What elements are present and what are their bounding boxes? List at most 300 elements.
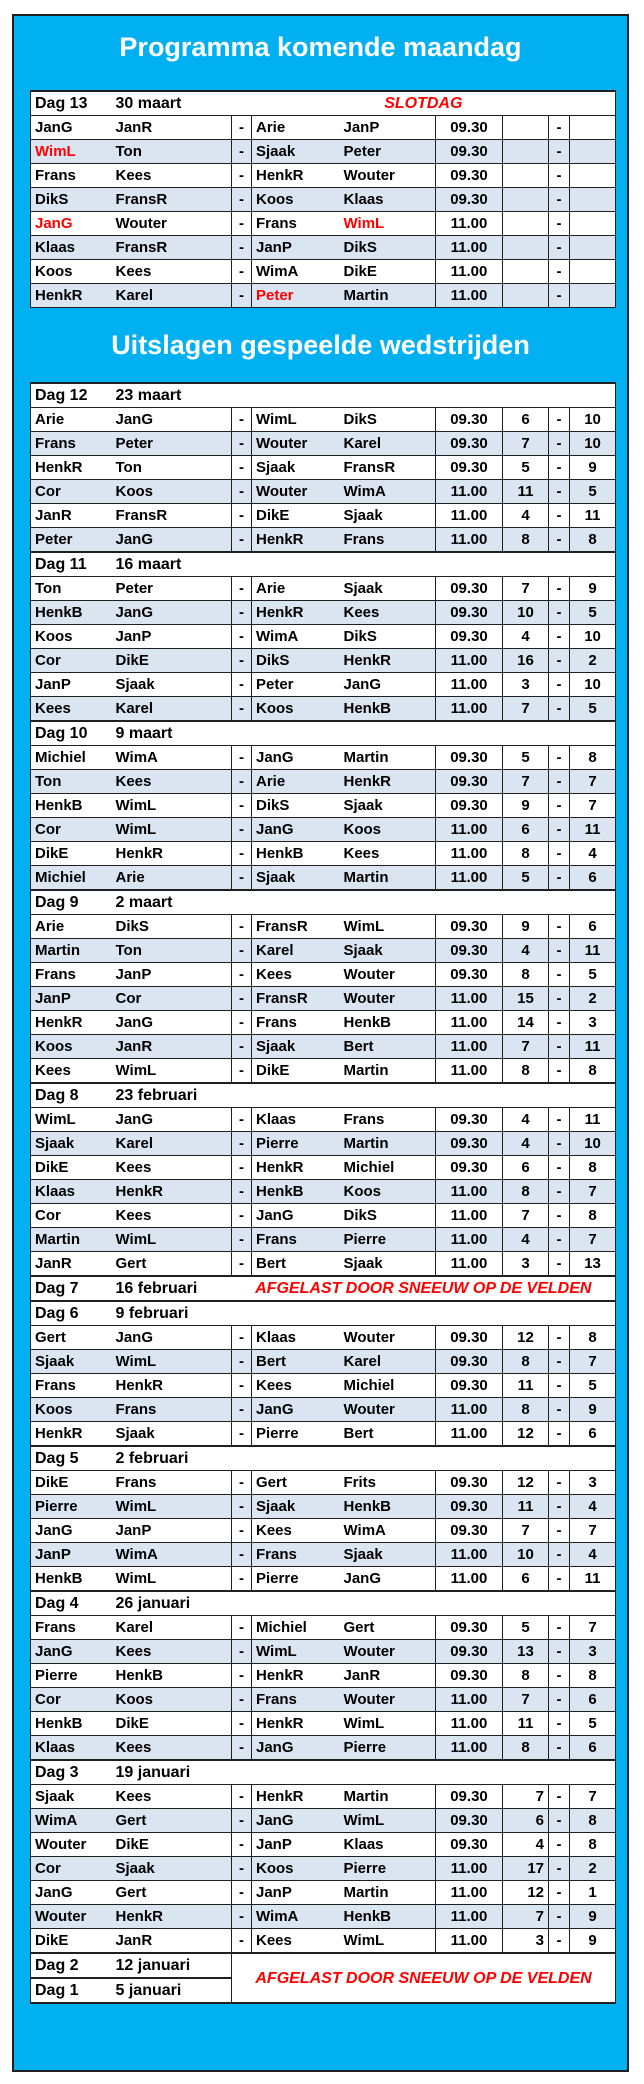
score-team-a: 11: [503, 1495, 549, 1519]
team-a-player-1: HenkR: [31, 1011, 112, 1035]
day-date: 5 januari: [112, 1978, 232, 2003]
team-b-player-2: Wouter: [340, 1688, 436, 1712]
match-row: [31, 746, 616, 770]
score-team-b: 5: [570, 601, 616, 625]
match-time: 09.30: [436, 770, 503, 794]
score-dash: -: [549, 1180, 570, 1204]
day-label: Dag 4: [31, 1591, 112, 1616]
versus-dash: -: [232, 963, 252, 987]
match-row: [31, 1929, 616, 1954]
versus-dash: -: [232, 697, 252, 722]
team-a-player-1: JanR: [31, 504, 112, 528]
score-team-a: 6: [503, 1567, 549, 1592]
team-a-player-1: Martin: [31, 939, 112, 963]
score-dash: -: [549, 746, 570, 770]
score-dash: -: [549, 480, 570, 504]
versus-dash: -: [232, 528, 252, 553]
versus-dash: -: [232, 260, 252, 284]
score-team-a: [503, 140, 549, 164]
day-header-row: [31, 1760, 616, 1785]
versus-dash: -: [232, 1180, 252, 1204]
team-a-player-2: Kees: [112, 1156, 232, 1180]
team-b-player-1: Pierre: [252, 1132, 340, 1156]
team-b-player-2: Michiel: [340, 1374, 436, 1398]
day-date: 2 maart: [112, 890, 616, 915]
match-row: [31, 1204, 616, 1228]
match-time: 09.30: [436, 915, 503, 939]
match-time: 11.00: [436, 649, 503, 673]
match-time: 09.30: [436, 1519, 503, 1543]
match-row: [31, 818, 616, 842]
team-a-player-1: DikS: [31, 188, 112, 212]
team-a-player-2: Gert: [112, 1881, 232, 1905]
team-a-player-1: JanP: [31, 673, 112, 697]
team-b-player-1: Pierre: [252, 1422, 340, 1447]
team-a-player-2: JanP: [112, 963, 232, 987]
match-time: 11.00: [436, 1688, 503, 1712]
score-team-b: 9: [570, 456, 616, 480]
team-b-player-1: JanG: [252, 1809, 340, 1833]
score-team-a: 11: [503, 1374, 549, 1398]
versus-dash: -: [232, 1108, 252, 1132]
score-dash: -: [549, 1252, 570, 1277]
versus-dash: -: [232, 1228, 252, 1252]
team-b-player-1: HenkR: [252, 1156, 340, 1180]
team-b-player-2: Koos: [340, 818, 436, 842]
score-team-a: 5: [503, 746, 549, 770]
team-a-player-2: JanR: [112, 1929, 232, 1954]
team-b-player-1: FransR: [252, 915, 340, 939]
team-a-player-1: Pierre: [31, 1664, 112, 1688]
team-a-player-1: HenkB: [31, 1712, 112, 1736]
score-team-b: 4: [570, 1495, 616, 1519]
team-b-player-1: Bert: [252, 1252, 340, 1277]
team-b-player-2: DikS: [340, 625, 436, 649]
score-dash: -: [549, 432, 570, 456]
score-dash: -: [549, 1736, 570, 1761]
versus-dash: -: [232, 1326, 252, 1350]
team-a-player-2: Peter: [112, 577, 232, 601]
team-b-player-2: HenkR: [340, 649, 436, 673]
score-dash: -: [549, 915, 570, 939]
team-b-player-2: Wouter: [340, 963, 436, 987]
score-team-a: 8: [503, 1664, 549, 1688]
match-time: 09.30: [436, 188, 503, 212]
team-a-player-1: JanP: [31, 987, 112, 1011]
team-b-player-1: Frans: [252, 1543, 340, 1567]
score-team-b: 3: [570, 1471, 616, 1495]
team-a-player-1: Koos: [31, 1035, 112, 1059]
match-row: [31, 1881, 616, 1905]
score-team-b: 9: [570, 1905, 616, 1929]
match-time: 09.30: [436, 1156, 503, 1180]
team-b-player-1: HenkR: [252, 1785, 340, 1809]
team-a-player-1: JanG: [31, 1519, 112, 1543]
match-row: [31, 1688, 616, 1712]
match-time: 11.00: [436, 1204, 503, 1228]
score-team-a: 6: [503, 1809, 549, 1833]
team-b-player-1: Karel: [252, 939, 340, 963]
team-a-player-2: Karel: [112, 284, 232, 308]
team-a-player-1: Frans: [31, 1616, 112, 1640]
match-row: [31, 1543, 616, 1567]
team-b-player-1: Sjaak: [252, 866, 340, 891]
team-b-player-1: Frans: [252, 1228, 340, 1252]
score-dash: -: [549, 1350, 570, 1374]
score-team-b: 7: [570, 1785, 616, 1809]
match-time: 11.00: [436, 1905, 503, 1929]
team-b-player-2: Sjaak: [340, 939, 436, 963]
team-a-player-1: Frans: [31, 1374, 112, 1398]
score-team-a: 14: [503, 1011, 549, 1035]
score-team-a: 4: [503, 625, 549, 649]
day-date: 9 maart: [112, 721, 616, 746]
score-team-b: [570, 236, 616, 260]
team-b-player-1: Wouter: [252, 432, 340, 456]
team-a-player-1: Arie: [31, 408, 112, 432]
score-team-b: 8: [570, 1833, 616, 1857]
versus-dash: -: [232, 1809, 252, 1833]
day-note: AFGELAST DOOR SNEEUW OP DE VELDEN: [232, 1276, 616, 1301]
team-b-player-2: Martin: [340, 866, 436, 891]
score-team-b: 10: [570, 432, 616, 456]
score-dash: -: [549, 1156, 570, 1180]
team-a-player-2: Sjaak: [112, 1422, 232, 1447]
versus-dash: -: [232, 1035, 252, 1059]
day-label: Dag 7: [31, 1276, 112, 1301]
team-a-player-2: Gert: [112, 1809, 232, 1833]
versus-dash: -: [232, 1422, 252, 1447]
match-time: 09.30: [436, 794, 503, 818]
team-b-player-2: JanR: [340, 1664, 436, 1688]
score-team-b: 6: [570, 1736, 616, 1761]
day-label: Dag 1: [31, 1978, 112, 2003]
team-b-player-1: JanG: [252, 746, 340, 770]
versus-dash: -: [232, 1374, 252, 1398]
score-team-b: 11: [570, 818, 616, 842]
team-a-player-1: Cor: [31, 1204, 112, 1228]
team-a-player-2: Koos: [112, 1688, 232, 1712]
versus-dash: -: [232, 1495, 252, 1519]
score-dash: -: [549, 408, 570, 432]
score-team-b: 4: [570, 842, 616, 866]
team-b-player-2: Sjaak: [340, 577, 436, 601]
score-dash: -: [549, 866, 570, 891]
score-team-a: 6: [503, 1156, 549, 1180]
team-a-player-2: WimL: [112, 1567, 232, 1592]
team-a-player-2: Karel: [112, 697, 232, 722]
score-team-a: 5: [503, 866, 549, 891]
team-b-player-2: Klaas: [340, 188, 436, 212]
versus-dash: -: [232, 1132, 252, 1156]
team-b-player-2: Sjaak: [340, 1543, 436, 1567]
score-team-b: 5: [570, 963, 616, 987]
day-label: Dag 12: [31, 383, 112, 408]
score-team-a: 10: [503, 1543, 549, 1567]
score-team-b: 5: [570, 1374, 616, 1398]
match-time: 09.30: [436, 116, 503, 140]
team-b-player-2: FransR: [340, 456, 436, 480]
team-a-player-1: HenkB: [31, 601, 112, 625]
score-dash: -: [549, 818, 570, 842]
versus-dash: -: [232, 1059, 252, 1084]
team-b-player-1: HenkR: [252, 1664, 340, 1688]
team-a-player-2: WimL: [112, 818, 232, 842]
team-a-player-1: Kees: [31, 697, 112, 722]
match-time: 09.30: [436, 164, 503, 188]
score-dash: -: [549, 1567, 570, 1592]
score-team-a: 16: [503, 649, 549, 673]
versus-dash: -: [232, 1398, 252, 1422]
team-a-player-2: Wouter: [112, 212, 232, 236]
score-team-b: 5: [570, 480, 616, 504]
score-team-a: 15: [503, 987, 549, 1011]
day-header-row: [31, 721, 616, 746]
versus-dash: -: [232, 915, 252, 939]
team-b-player-1: WimL: [252, 408, 340, 432]
score-team-a: [503, 236, 549, 260]
team-b-player-1: WimA: [252, 625, 340, 649]
score-team-a: 4: [503, 939, 549, 963]
match-row: [31, 1228, 616, 1252]
team-a-player-1: Cor: [31, 818, 112, 842]
team-b-player-1: Sjaak: [252, 140, 340, 164]
versus-dash: -: [232, 188, 252, 212]
team-b-player-1: Koos: [252, 188, 340, 212]
team-a-player-1: Frans: [31, 963, 112, 987]
day-date: 9 februari: [112, 1301, 616, 1326]
versus-dash: -: [232, 1252, 252, 1277]
team-a-player-2: Frans: [112, 1398, 232, 1422]
day-label: Dag 5: [31, 1446, 112, 1471]
score-dash: -: [549, 504, 570, 528]
match-time: 09.30: [436, 1374, 503, 1398]
team-b-player-1: WimA: [252, 260, 340, 284]
day-label: Dag 3: [31, 1760, 112, 1785]
score-team-b: 7: [570, 1616, 616, 1640]
score-dash: -: [549, 1616, 570, 1640]
versus-dash: -: [232, 1833, 252, 1857]
team-a-player-1: Cor: [31, 1688, 112, 1712]
versus-dash: -: [232, 1543, 252, 1567]
match-time: 11.00: [436, 1011, 503, 1035]
score-team-a: [503, 260, 549, 284]
score-team-b: 3: [570, 1640, 616, 1664]
team-a-player-2: Sjaak: [112, 1857, 232, 1881]
match-row: [31, 1712, 616, 1736]
team-a-player-2: JanG: [112, 1011, 232, 1035]
score-dash: -: [549, 1664, 570, 1688]
team-b-player-1: JanG: [252, 818, 340, 842]
team-a-player-1: DikE: [31, 1929, 112, 1954]
team-a-player-2: Ton: [112, 140, 232, 164]
team-b-player-1: JanG: [252, 1736, 340, 1761]
match-row: [31, 528, 616, 553]
team-a-player-2: Gert: [112, 1252, 232, 1277]
versus-dash: -: [232, 1156, 252, 1180]
versus-dash: -: [232, 456, 252, 480]
team-a-player-2: JanR: [112, 116, 232, 140]
team-a-player-2: FransR: [112, 188, 232, 212]
team-b-player-2: JanP: [340, 116, 436, 140]
score-dash: -: [549, 1640, 570, 1664]
team-a-player-2: WimL: [112, 1350, 232, 1374]
match-time: 11.00: [436, 236, 503, 260]
team-a-player-2: JanG: [112, 601, 232, 625]
schedule-panel: [12, 14, 629, 2072]
score-team-a: 7: [503, 1905, 549, 1929]
score-dash: -: [549, 649, 570, 673]
team-b-player-2: Karel: [340, 432, 436, 456]
score-team-b: 5: [570, 697, 616, 722]
match-row: [31, 1132, 616, 1156]
match-row: [31, 1011, 616, 1035]
match-row: [31, 987, 616, 1011]
team-a-player-1: HenkR: [31, 284, 112, 308]
score-dash: -: [549, 164, 570, 188]
team-b-player-1: DikS: [252, 649, 340, 673]
match-row: [31, 625, 616, 649]
team-a-player-2: Karel: [112, 1132, 232, 1156]
team-a-player-2: WimL: [112, 794, 232, 818]
team-a-player-2: Peter: [112, 432, 232, 456]
score-dash: -: [549, 1326, 570, 1350]
score-dash: -: [549, 116, 570, 140]
day-header-row: [31, 1083, 616, 1108]
score-dash: -: [549, 1833, 570, 1857]
team-b-player-1: JanP: [252, 1833, 340, 1857]
team-a-player-2: Sjaak: [112, 673, 232, 697]
score-team-a: 7: [503, 1035, 549, 1059]
score-team-b: 7: [570, 770, 616, 794]
versus-dash: -: [232, 1616, 252, 1640]
score-dash: -: [549, 528, 570, 553]
match-time: 09.30: [436, 1640, 503, 1664]
score-team-a: [503, 188, 549, 212]
day-note: SLOTDAG: [232, 91, 616, 116]
score-team-b: 10: [570, 673, 616, 697]
score-team-a: 4: [503, 1228, 549, 1252]
score-team-b: 8: [570, 1059, 616, 1084]
day-date: 23 maart: [112, 383, 616, 408]
team-b-player-2: Kees: [340, 601, 436, 625]
team-b-player-2: Peter: [340, 140, 436, 164]
team-b-player-2: DikE: [340, 260, 436, 284]
team-b-player-2: Michiel: [340, 1156, 436, 1180]
team-b-player-2: Wouter: [340, 1326, 436, 1350]
score-team-b: 11: [570, 1108, 616, 1132]
match-time: 11.00: [436, 1567, 503, 1592]
score-team-a: [503, 212, 549, 236]
team-a-player-2: HenkR: [112, 1374, 232, 1398]
score-team-b: 9: [570, 1929, 616, 1954]
team-a-player-1: Kees: [31, 1059, 112, 1084]
match-time: 11.00: [436, 1543, 503, 1567]
team-a-player-2: Ton: [112, 939, 232, 963]
score-dash: -: [549, 140, 570, 164]
team-b-player-1: Koos: [252, 1857, 340, 1881]
team-a-player-1: WimL: [31, 1108, 112, 1132]
day-header-row: [31, 1591, 616, 1616]
match-time: 11.00: [436, 1252, 503, 1277]
match-time: 09.30: [436, 432, 503, 456]
match-row: [31, 1809, 616, 1833]
score-team-b: [570, 212, 616, 236]
team-a-player-2: Ton: [112, 456, 232, 480]
match-time: 11.00: [436, 987, 503, 1011]
team-b-player-2: HenkB: [340, 1011, 436, 1035]
team-a-player-2: WimA: [112, 746, 232, 770]
score-dash: -: [549, 236, 570, 260]
score-team-b: 7: [570, 1519, 616, 1543]
match-row: [31, 1833, 616, 1857]
team-a-player-1: WimL: [31, 140, 112, 164]
team-a-player-1: JanG: [31, 1640, 112, 1664]
team-b-player-1: Sjaak: [252, 1035, 340, 1059]
score-dash: -: [549, 1132, 570, 1156]
score-dash: -: [549, 1881, 570, 1905]
match-row: [31, 1664, 616, 1688]
day-label: Dag 10: [31, 721, 112, 746]
score-dash: -: [549, 260, 570, 284]
score-team-b: 6: [570, 1422, 616, 1447]
team-a-player-2: Kees: [112, 1736, 232, 1761]
versus-dash: -: [232, 432, 252, 456]
team-a-player-1: Klaas: [31, 1180, 112, 1204]
versus-dash: -: [232, 1688, 252, 1712]
score-team-a: 13: [503, 1640, 549, 1664]
score-team-b: 8: [570, 1809, 616, 1833]
team-b-player-2: Pierre: [340, 1857, 436, 1881]
match-row: [31, 480, 616, 504]
score-team-a: 9: [503, 915, 549, 939]
team-a-player-2: DikE: [112, 1833, 232, 1857]
score-dash: -: [549, 1422, 570, 1447]
score-team-b: 8: [570, 528, 616, 553]
team-b-player-1: Michiel: [252, 1616, 340, 1640]
team-a-player-2: Koos: [112, 480, 232, 504]
match-time: 09.30: [436, 625, 503, 649]
team-b-player-2: HenkB: [340, 697, 436, 722]
score-team-b: 8: [570, 1156, 616, 1180]
match-time: 09.30: [436, 1809, 503, 1833]
team-a-player-2: HenkB: [112, 1664, 232, 1688]
team-a-player-1: Wouter: [31, 1905, 112, 1929]
team-a-player-2: JanG: [112, 408, 232, 432]
match-time: 09.30: [436, 963, 503, 987]
score-team-a: 8: [503, 1059, 549, 1084]
team-a-player-2: JanR: [112, 1035, 232, 1059]
team-b-player-2: Karel: [340, 1350, 436, 1374]
score-dash: -: [549, 963, 570, 987]
match-time: 11.00: [436, 1857, 503, 1881]
score-team-b: 10: [570, 625, 616, 649]
day-note: AFGELAST DOOR SNEEUW OP DE VELDEN: [232, 1953, 616, 2003]
team-b-player-2: WimL: [340, 1929, 436, 1954]
score-team-a: 3: [503, 1252, 549, 1277]
day-date: 19 januari: [112, 1760, 616, 1785]
match-time: 11.00: [436, 673, 503, 697]
day-date: 23 februari: [112, 1083, 616, 1108]
team-a-player-2: JanG: [112, 1108, 232, 1132]
day-label: Dag 2: [31, 1953, 112, 1978]
team-a-player-2: Kees: [112, 1204, 232, 1228]
match-row: [31, 1252, 616, 1277]
versus-dash: -: [232, 1785, 252, 1809]
team-a-player-2: WimA: [112, 1543, 232, 1567]
score-dash: -: [549, 987, 570, 1011]
team-b-player-2: Martin: [340, 746, 436, 770]
